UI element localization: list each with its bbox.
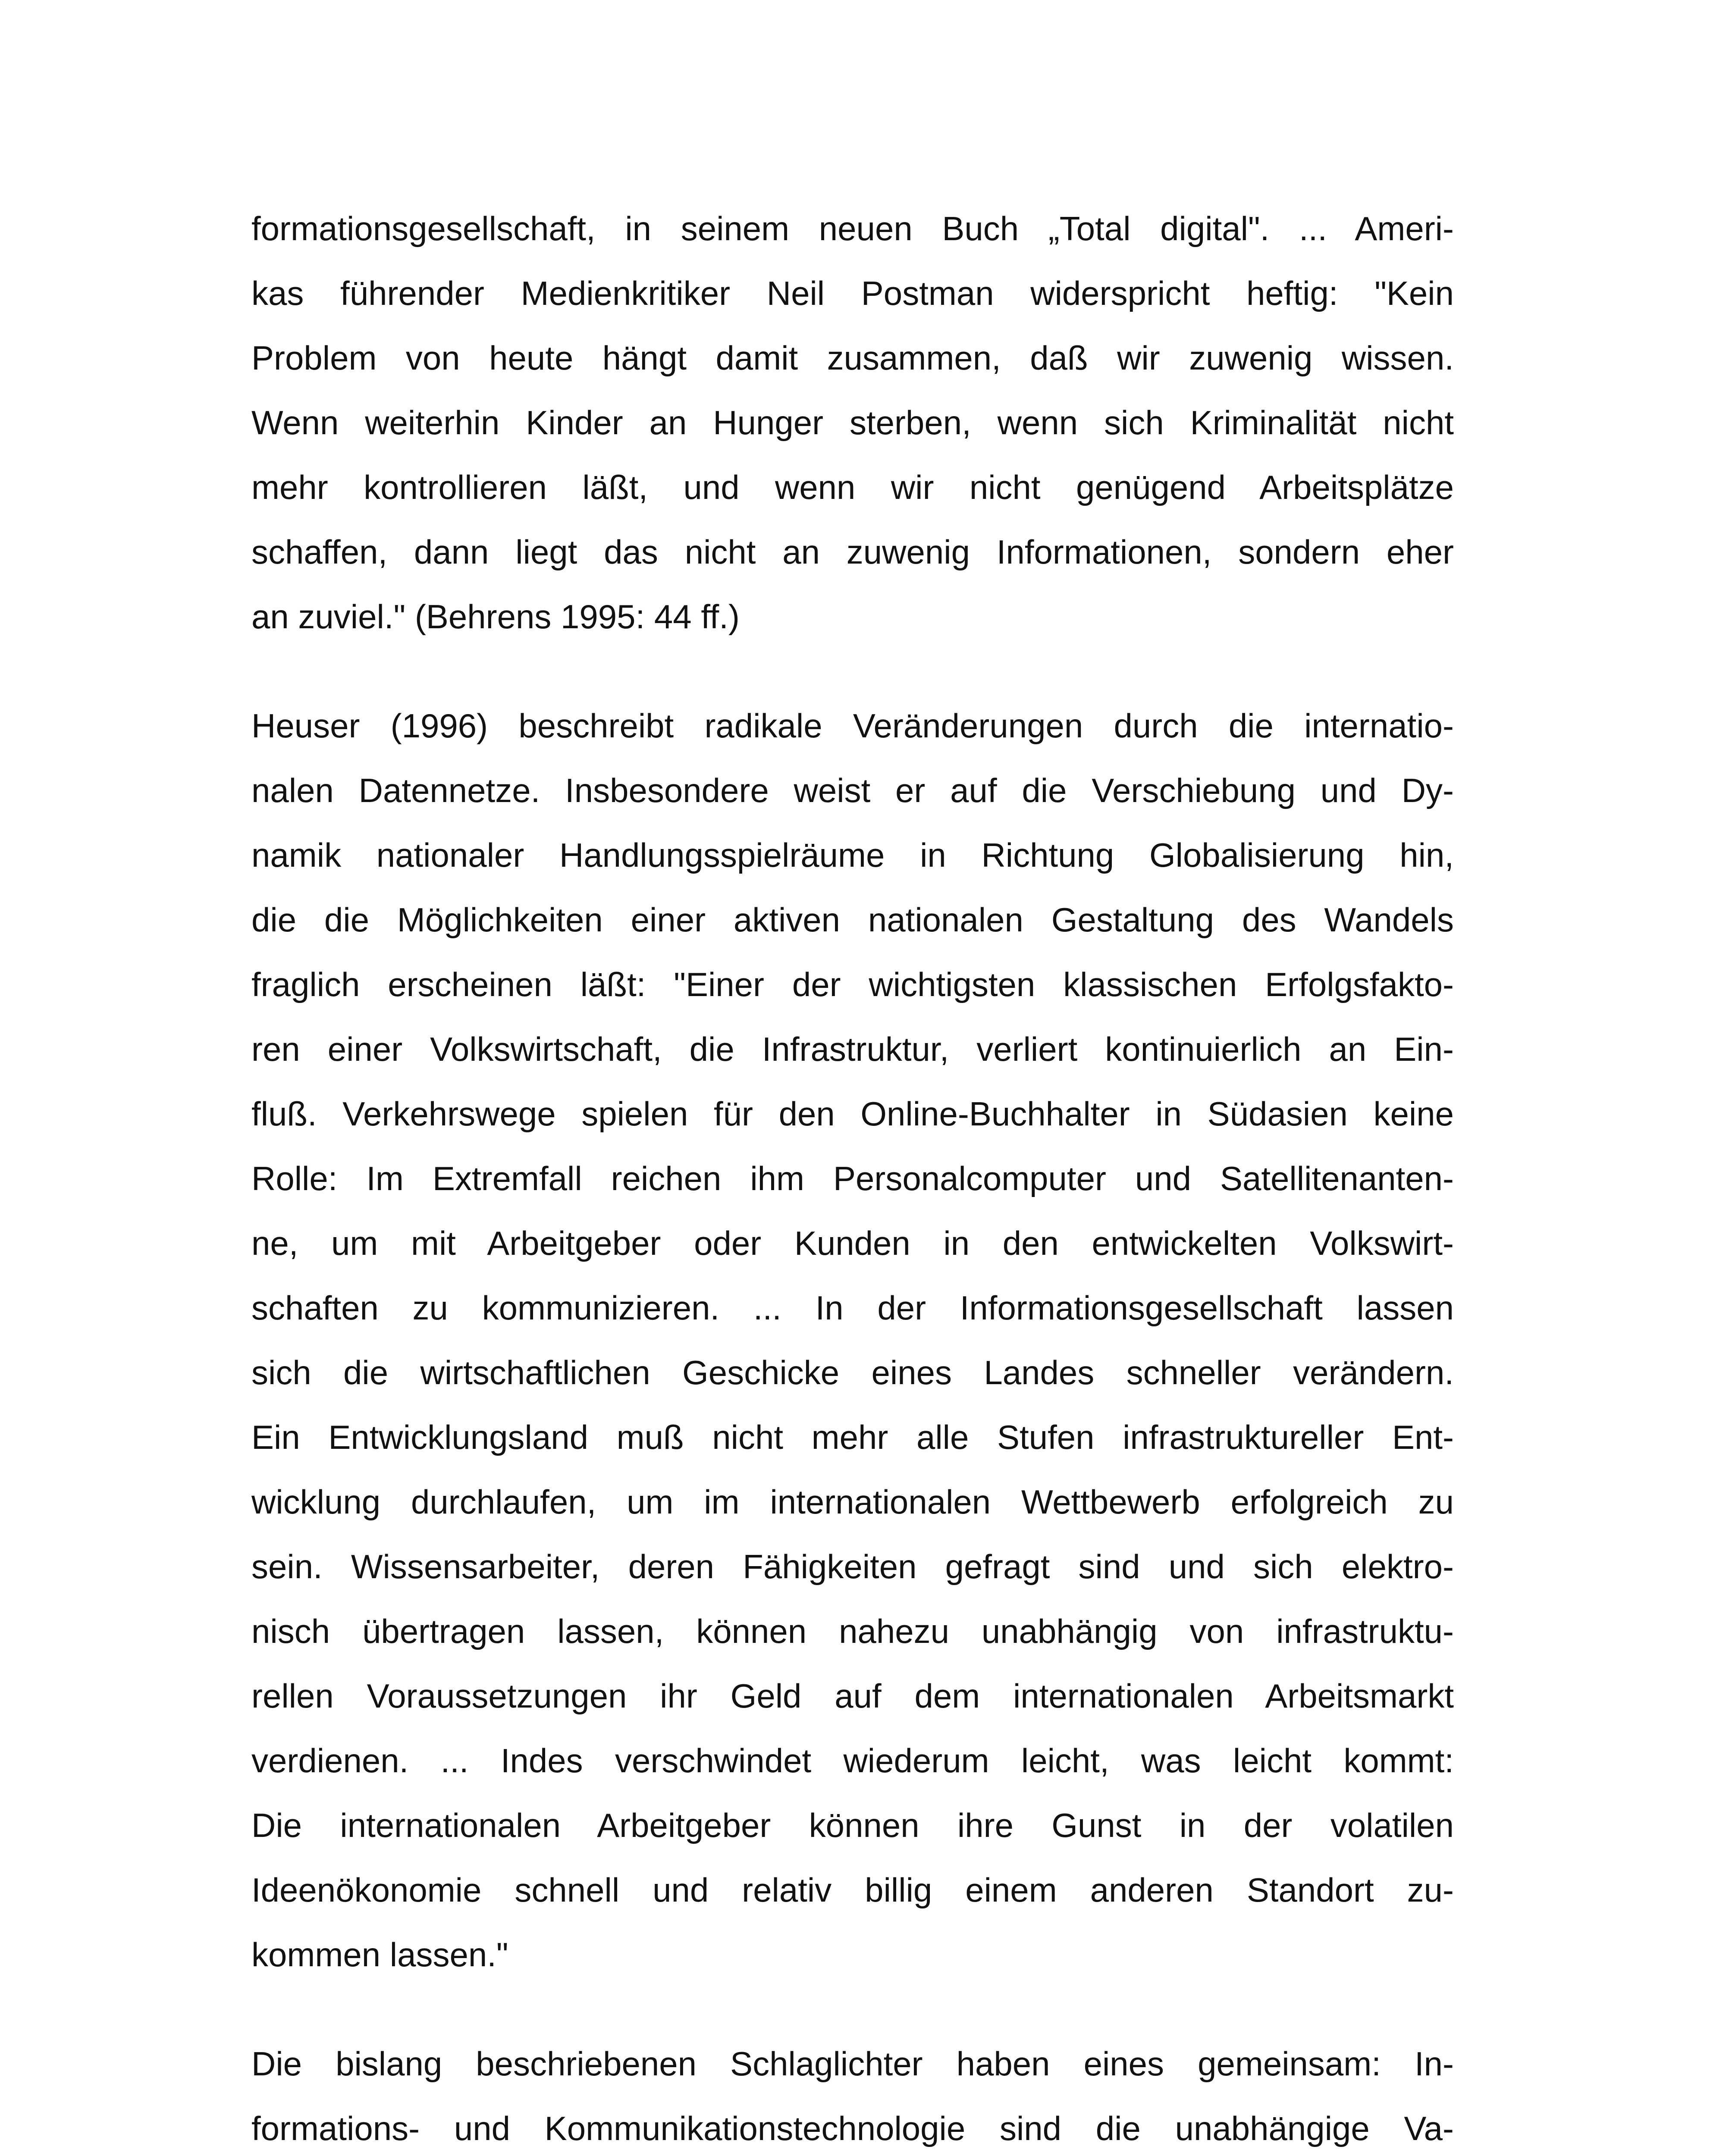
paragraph-2 [251,693,1454,1987]
text-line: schaffen, dann liegt das nicht an zuwenig Informationen, sondern eher [251,533,1454,571]
text-line: formationsgesellschaft, in seinem neuen Buch „Total digital". ... Ameri- [251,210,1454,248]
text-line: Ein Entwicklungsland muß nicht mehr alle Stufen infrastruktureller Ent- [251,1418,1454,1456]
text-line: sich die wirtschaftlichen Geschicke eines Landes schneller verändern. [251,1354,1454,1391]
text-line: nalen Datennetze. Insbesondere weist er auf die Verschiebung und Dy- [251,771,1454,809]
text-line: Rolle: Im Extremfall reichen ihm Personalcomputer und Satellitenanten- [251,1159,1454,1197]
text-line: ne, um mit Arbeitgeber oder Kunden in den entwickelten Volkswirt- [251,1224,1454,1262]
text-line: namik nationaler Handlungsspielräume in Richtung Globalisierung hin, [251,836,1454,874]
text-line: sein. Wissensarbeiter, deren Fähigkeiten gefragt sind und sich elektro- [251,1548,1454,1586]
text-line: Die internationalen Arbeitgeber können ihre Gunst in der volatilen [251,1806,1454,1844]
text-line: kas führender Medienkritiker Neil Postman widerspricht heftig: "Kein [251,274,1454,312]
paragraph-spacing [251,1987,1454,2031]
paragraph-spacing [251,649,1454,693]
text-line: formations- und Kommunikationstechnologie sind die unabhängige Va- [251,2109,1454,2147]
paragraph-3 [251,2031,1454,2156]
text-line: Problem von heute hängt damit zusammen, daß wir zuwenig wissen. [251,339,1454,377]
text-line: Die bislang beschriebenen Schlaglichter haben eines gemeinsam: In- [251,2045,1454,2083]
text-line: ren einer Volkswirtschaft, die Infrastruktur, verliert kontinuierlich an Ein- [251,1030,1454,1068]
text-line: Ideenökonomie schnell und relativ billig einem anderen Standort zu- [251,1871,1454,1909]
text-line: verdienen. ... Indes verschwindet wiederum leicht, was leicht kommt: [251,1742,1454,1780]
paragraph-1 [251,196,1454,649]
text-line: die die Möglichkeiten einer aktiven nationalen Gestaltung des Wandels [251,901,1454,939]
text-line: fraglich erscheinen läßt: "Einer der wichtigsten klassischen Erfolgsfakto- [251,965,1454,1003]
text-line: Wenn weiterhin Kinder an Hunger sterben, wenn sich Kriminalität nicht [251,404,1454,442]
text-line: wicklung durchlaufen, um im internationalen Wettbewerb erfolgreich zu [251,1483,1454,1521]
text-line: nisch übertragen lassen, können nahezu unabhängig von infrastruktu- [251,1612,1454,1650]
body-text [251,196,1454,2156]
text-line: fluß. Verkehrswege spielen für den Online-Buchhalter in Südasien keine [251,1095,1454,1133]
text-line: mehr kontrollieren läßt, und wenn wir nicht genügend Arbeitsplätze [251,468,1454,506]
text-line: rellen Voraussetzungen ihr Geld auf dem internationalen Arbeitsmarkt [251,1677,1454,1715]
text-line: kommen lassen." [251,1936,508,1974]
text-line: schaften zu kommunizieren. ... In der Informationsgesellschaft lassen [251,1289,1454,1327]
text-line: Heuser (1996) beschreibt radikale Veränderungen durch die internatio- [251,707,1454,745]
text-line: an zuviel." (Behrens 1995: 44 ff.) [251,598,740,636]
